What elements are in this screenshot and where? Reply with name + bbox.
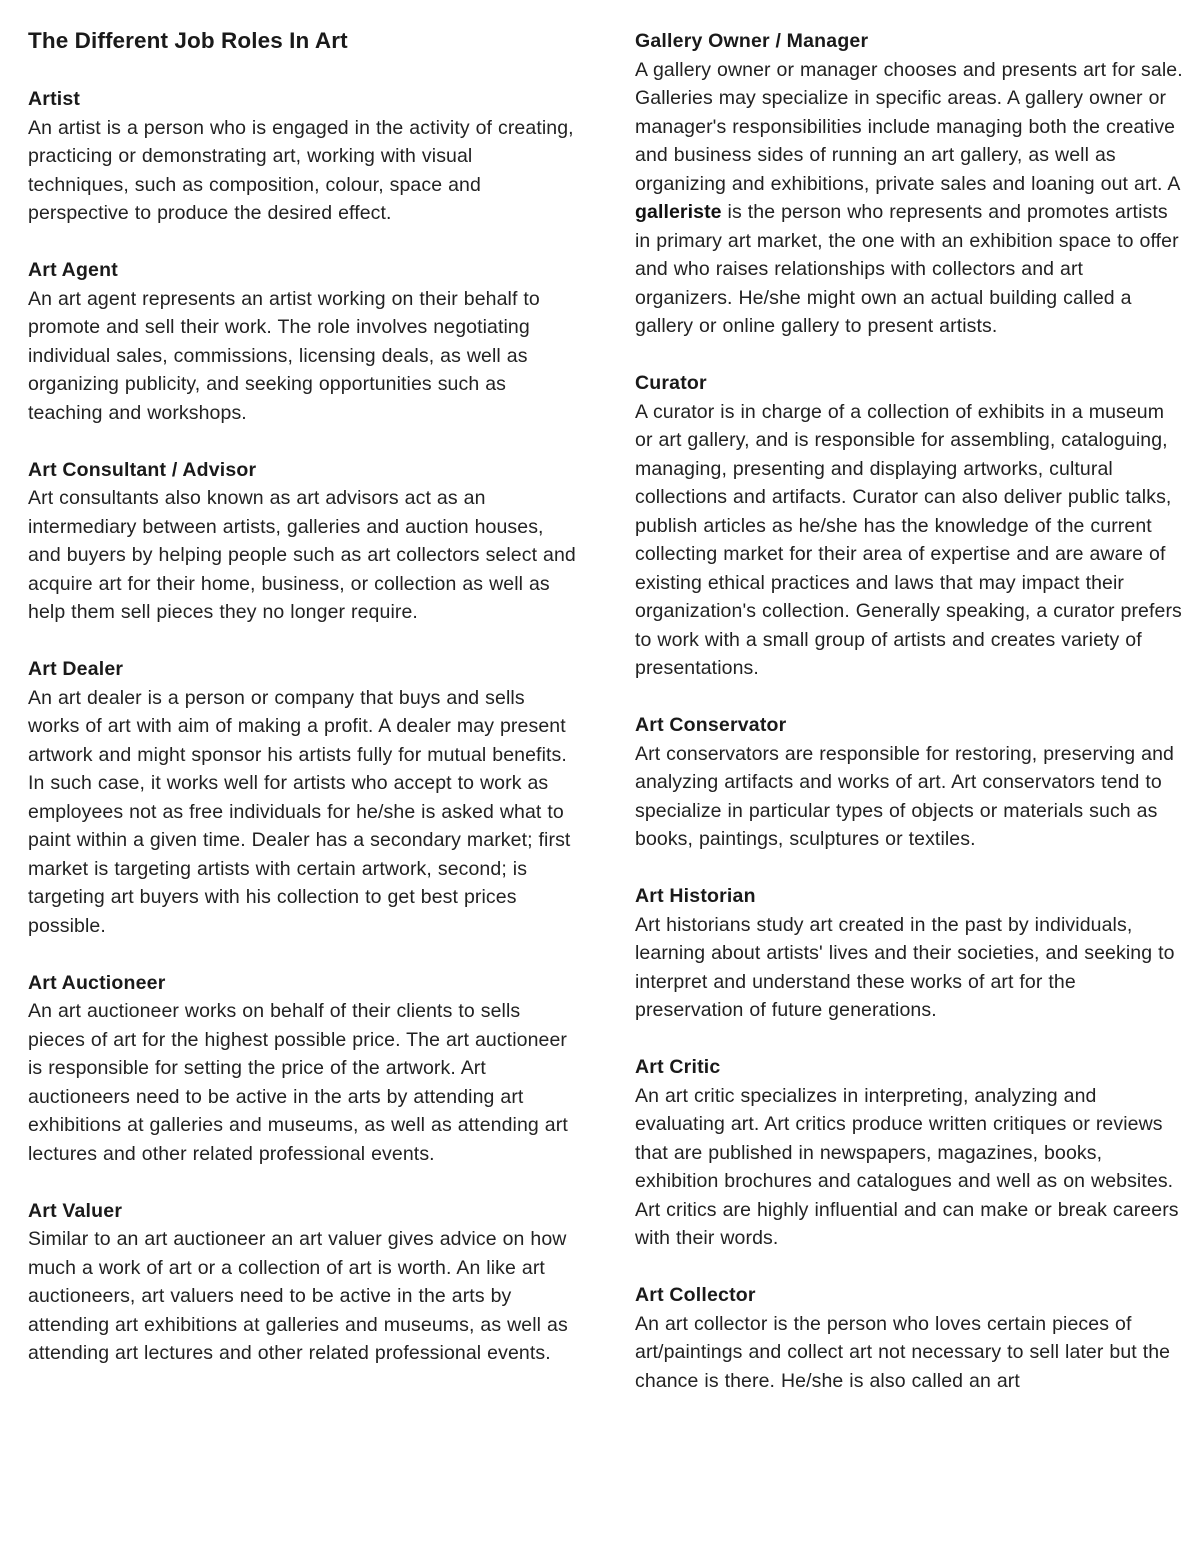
section-art-critic xyxy=(635,1053,1183,1253)
section-art-conservator xyxy=(635,711,1183,854)
section-heading: Art Dealer xyxy=(28,658,124,680)
left-column xyxy=(28,27,576,1396)
text-segment: A gallery owner or manager chooses and presents art for sale. Galleries may specialize in specific areas. A gallery owner or manager's responsibilities include managing both the creative and business sides of running an art gallery, as well as organizing and exhibitions, private sales and loaning out art. A xyxy=(635,58,1183,195)
bold-term: galleriste xyxy=(635,201,722,223)
right-column xyxy=(635,27,1183,1424)
document-title: The Different Job Roles In Art xyxy=(28,28,348,53)
section-text: An art critic specializes in interpreting, analyzing and evaluating art. Art critics produce written critiques or reviews that are published in newspapers, magazines, books, exhibition brochures and catalogues and well as on websites. Art critics are highly influential and can make or break careers with their words. xyxy=(635,1084,1179,1249)
section-heading: Gallery Owner / Manager xyxy=(635,30,869,52)
section-art-historian xyxy=(635,882,1183,1025)
section-heading: Art Conservator xyxy=(635,714,787,736)
section-art-consultant xyxy=(28,456,576,627)
section-art-valuer xyxy=(28,1197,576,1368)
section-heading: Curator xyxy=(635,372,707,394)
section-heading: Art Agent xyxy=(28,259,118,281)
section-heading: Art Auctioneer xyxy=(28,971,166,994)
section-text: Art conservators are responsible for restoring, preserving and analyzing artifacts and works of art. Art conservators tend to specialize in particular types of objects or materials such as books, paintings, sculptures or textiles. xyxy=(635,742,1175,850)
section-heading: Art Critic xyxy=(635,1056,721,1078)
section-heading: Art Consultant / Advisor xyxy=(28,458,257,481)
section-art-agent xyxy=(28,256,576,427)
section-art-dealer xyxy=(28,655,576,940)
section-text: Art consultants also known as art advisors act as an intermediary between artists, galleries and auction houses, and buyers by helping people such as art collectors select and acquire art for their home, business, or collection as well as help them sell pieces they no longer require. xyxy=(28,487,576,623)
section-text: Similar to an art auctioneer an art valuer gives advice on how much a work of art or a collection of art is worth. An like art auctioneers, art valuers need to be active in the arts by attending art exhibitions at galleries and museums, as well as attending art lectures and other related professional events. xyxy=(28,1228,568,1364)
section-text: A curator is in charge of a collection of exhibits in a museum or art gallery, and is responsible for assembling, cataloguing, managing, presenting and displaying artworks, cultural collections and artifacts. Curator can also deliver public talks, publish articles as he/she has the knowledge of the current collecting market for their area of expertise and are aware of existing ethical practices and laws that may impact their organization's collection. Generally speaking, a curator prefers to work with a small group of artists and creates variety of presentations. xyxy=(635,400,1182,679)
section-heading: Art Historian xyxy=(635,885,756,907)
section-gallery-owner xyxy=(635,27,1183,341)
section-text: An artist is a person who is engaged in the activity of creating, practicing or demonstrating art, working with visual techniques, such as composition, colour, space and perspective to produce the desired effect. xyxy=(28,116,574,224)
section-text xyxy=(635,56,1183,341)
section-text: An art dealer is a person or company that buys and sells works of art with aim of making a profit. A dealer may present artwork and might sponsor his artists fully for mutual benefits. In such case, it works well for artists who accept to work as employees not as free individuals for he/she is asked what to paint within a given time. Dealer has a secondary market; first market is targeting artists with certain artwork, second; is targeting art buyers with his collection to get best prices possible. xyxy=(28,686,571,937)
section-text: An art collector is the person who loves certain pieces of art/paintings and collect art not necessary to sell later but the chance is there. He/she is also called an art xyxy=(635,1312,1171,1392)
section-art-collector xyxy=(635,1281,1183,1395)
section-text: Art historians study art created in the past by individuals, learning about artists' lives and their societies, and seeking to interpret and understand these works of art for the preservation of future generations. xyxy=(635,913,1175,1021)
section-text: An art auctioneer works on behalf of their clients to sells pieces of art for the highest possible price. The art auctioneer is responsible for setting the price of the artwork. Art auctioneers need to be active in the arts by attending art exhibitions at galleries and museums, as well as attending art lectures and other related professional events. xyxy=(28,1000,568,1165)
section-art-auctioneer xyxy=(28,969,576,1169)
section-heading: Art Valuer xyxy=(28,1199,123,1222)
text-segment: is the person who represents and promotes artists in primary art market, the one with an exhibition space to offer and who raises relationships with collectors and art organizers. He/she might own an actual building called a gallery or online gallery to present artists. xyxy=(635,201,1179,337)
section-curator xyxy=(635,369,1183,683)
section-text: An art agent represents an artist working on their behalf to promote and sell their work. The role involves negotiating individual sales, commissions, licensing deals, as well as organizing publicity, and seeking opportunities such as teaching and workshops. xyxy=(28,287,540,424)
section-heading: Artist xyxy=(28,88,81,110)
section-heading: Art Collector xyxy=(635,1284,756,1306)
section-artist xyxy=(28,85,576,228)
